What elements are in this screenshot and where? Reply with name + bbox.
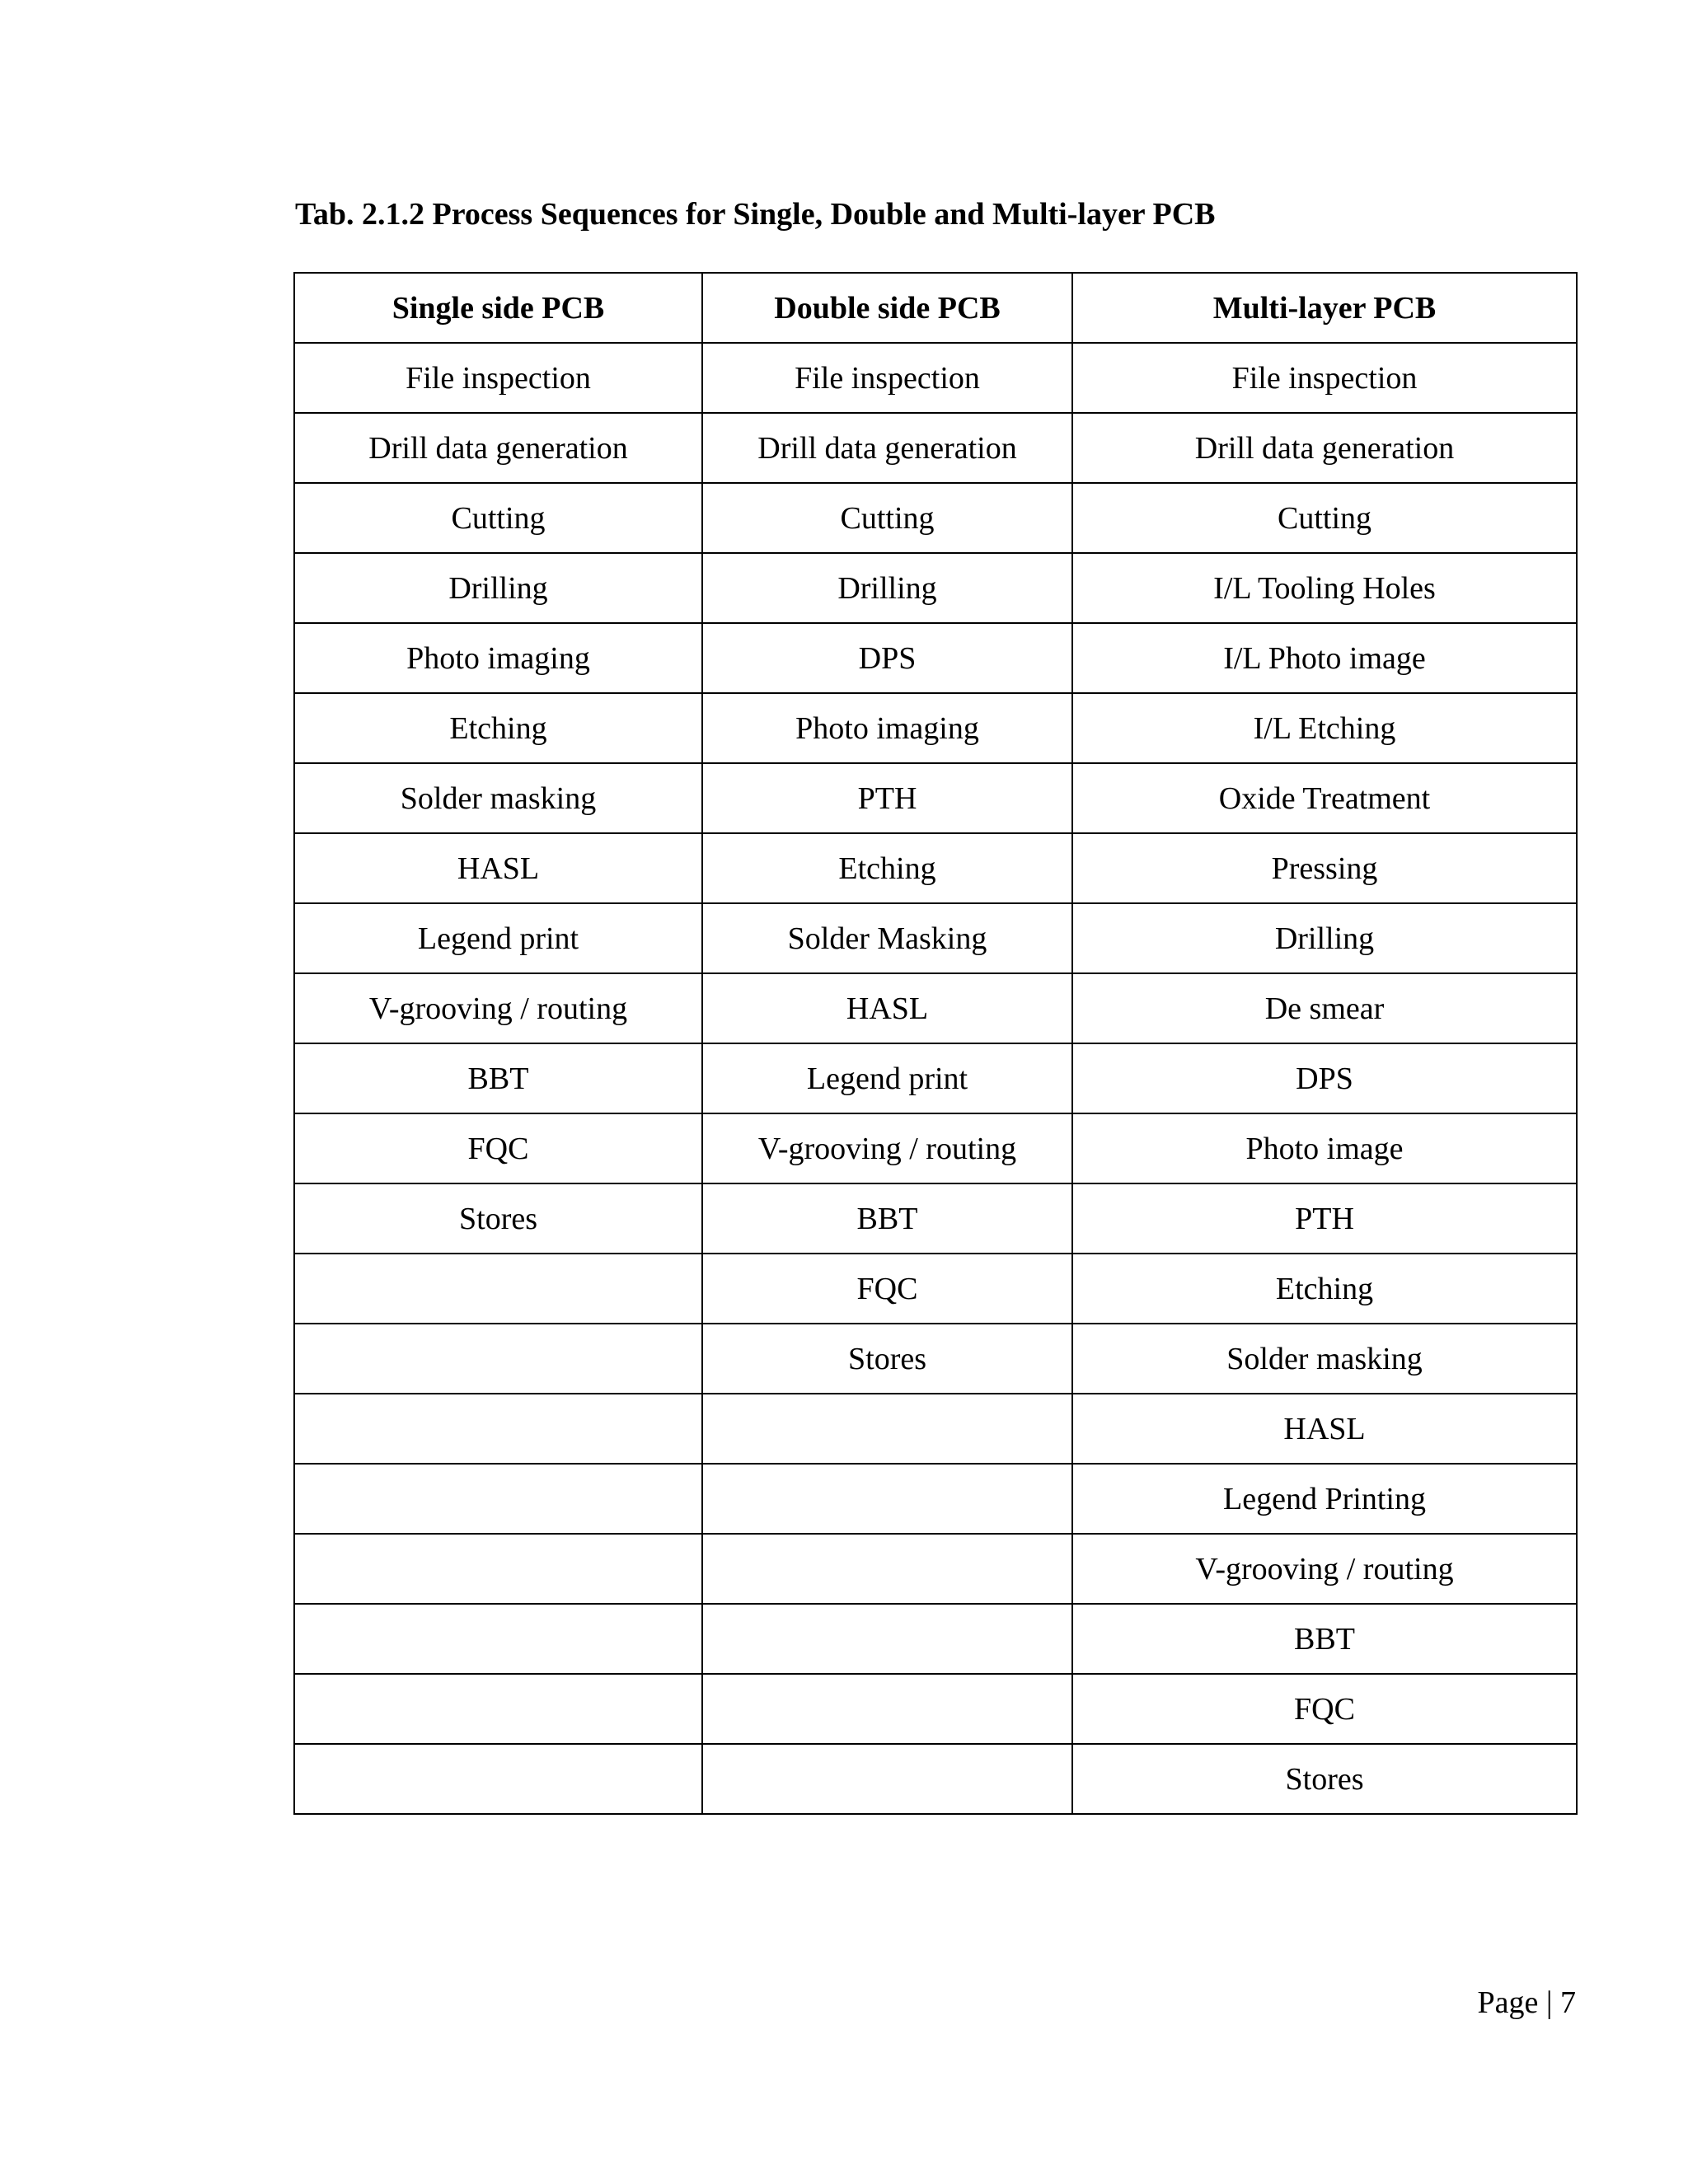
table-cell: I/L Photo image bbox=[1072, 623, 1577, 693]
column-header-double-side: Double side PCB bbox=[702, 273, 1072, 343]
table-cell: BBT bbox=[1072, 1604, 1577, 1674]
table-cell: Legend Printing bbox=[1072, 1464, 1577, 1534]
table-cell: PTH bbox=[702, 763, 1072, 833]
table-cell: HASL bbox=[1072, 1394, 1577, 1464]
table-cell: Drill data generation bbox=[702, 413, 1072, 483]
column-header-single-side: Single side PCB bbox=[294, 273, 702, 343]
table-cell: Photo imaging bbox=[702, 693, 1072, 763]
table-cell: Cutting bbox=[702, 483, 1072, 553]
table-cell: HASL bbox=[702, 973, 1072, 1043]
table-cell: Etching bbox=[1072, 1254, 1577, 1324]
table-caption: Tab. 2.1.2 Process Sequences for Single, Double and Multi-layer PCB bbox=[295, 197, 1216, 232]
table-cell: Drill data generation bbox=[1072, 413, 1577, 483]
table-row bbox=[294, 1534, 1577, 1604]
table-cell: V-grooving / routing bbox=[1072, 1534, 1577, 1604]
table-cell: Solder masking bbox=[294, 763, 702, 833]
table-cell: Cutting bbox=[294, 483, 702, 553]
table-row bbox=[294, 1324, 1577, 1394]
table-row bbox=[294, 1183, 1577, 1254]
table-row bbox=[294, 483, 1577, 553]
table-cell: Photo image bbox=[1072, 1113, 1577, 1183]
table-cell: V-grooving / routing bbox=[294, 973, 702, 1043]
table-row bbox=[294, 1394, 1577, 1464]
table-cell bbox=[294, 1324, 702, 1394]
table-cell: De smear bbox=[1072, 973, 1577, 1043]
table-cell: I/L Tooling Holes bbox=[1072, 553, 1577, 623]
table-cell bbox=[702, 1674, 1072, 1744]
table-body bbox=[294, 343, 1577, 1814]
table-cell: Stores bbox=[1072, 1744, 1577, 1814]
table-cell bbox=[702, 1604, 1072, 1674]
table-cell: File inspection bbox=[294, 343, 702, 413]
table-cell: DPS bbox=[702, 623, 1072, 693]
table-cell bbox=[702, 1464, 1072, 1534]
table-cell: Cutting bbox=[1072, 483, 1577, 553]
table-row bbox=[294, 1254, 1577, 1324]
table-cell: Oxide Treatment bbox=[1072, 763, 1577, 833]
table-cell: DPS bbox=[1072, 1043, 1577, 1113]
table-cell: Drilling bbox=[1072, 903, 1577, 973]
table-row bbox=[294, 1113, 1577, 1183]
table-cell: Drill data generation bbox=[294, 413, 702, 483]
table-cell: Stores bbox=[702, 1324, 1072, 1394]
table-cell: PTH bbox=[1072, 1183, 1577, 1254]
table-cell bbox=[294, 1464, 702, 1534]
table-cell: FQC bbox=[702, 1254, 1072, 1324]
table-cell: Legend print bbox=[294, 903, 702, 973]
table-row bbox=[294, 763, 1577, 833]
table-cell: Drilling bbox=[702, 553, 1072, 623]
table-cell: Stores bbox=[294, 1183, 702, 1254]
table-cell: Photo imaging bbox=[294, 623, 702, 693]
table-cell: V-grooving / routing bbox=[702, 1113, 1072, 1183]
table-row bbox=[294, 623, 1577, 693]
table-row bbox=[294, 1674, 1577, 1744]
table-cell: Solder Masking bbox=[702, 903, 1072, 973]
table-cell bbox=[702, 1394, 1072, 1464]
table-cell bbox=[294, 1604, 702, 1674]
column-header-multi-layer: Multi-layer PCB bbox=[1072, 273, 1577, 343]
table-cell bbox=[294, 1534, 702, 1604]
table-cell: File inspection bbox=[702, 343, 1072, 413]
table-cell: Etching bbox=[702, 833, 1072, 903]
table-row bbox=[294, 343, 1577, 413]
table-cell bbox=[294, 1394, 702, 1464]
table-row bbox=[294, 413, 1577, 483]
table-cell: I/L Etching bbox=[1072, 693, 1577, 763]
table-cell: Solder masking bbox=[1072, 1324, 1577, 1394]
table-cell: FQC bbox=[294, 1113, 702, 1183]
table-row bbox=[294, 1604, 1577, 1674]
page-number: Page | 7 bbox=[1477, 1985, 1576, 2020]
table-cell bbox=[294, 1254, 702, 1324]
table-cell bbox=[294, 1744, 702, 1814]
table-cell: Etching bbox=[294, 693, 702, 763]
table-cell: BBT bbox=[702, 1183, 1072, 1254]
table-cell bbox=[702, 1744, 1072, 1814]
table-header-row bbox=[294, 273, 1577, 343]
table-cell: Legend print bbox=[702, 1043, 1072, 1113]
table-cell: Drilling bbox=[294, 553, 702, 623]
table-cell bbox=[294, 1674, 702, 1744]
table-row bbox=[294, 903, 1577, 973]
table-row bbox=[294, 973, 1577, 1043]
table-row bbox=[294, 1464, 1577, 1534]
table-row bbox=[294, 693, 1577, 763]
table-cell: Pressing bbox=[1072, 833, 1577, 903]
process-sequence-table bbox=[293, 272, 1578, 1815]
table-cell bbox=[702, 1534, 1072, 1604]
table-cell: FQC bbox=[1072, 1674, 1577, 1744]
table-row bbox=[294, 1043, 1577, 1113]
table-cell: BBT bbox=[294, 1043, 702, 1113]
table-cell: HASL bbox=[294, 833, 702, 903]
table-row bbox=[294, 553, 1577, 623]
table-cell: File inspection bbox=[1072, 343, 1577, 413]
table-row bbox=[294, 1744, 1577, 1814]
table-row bbox=[294, 833, 1577, 903]
